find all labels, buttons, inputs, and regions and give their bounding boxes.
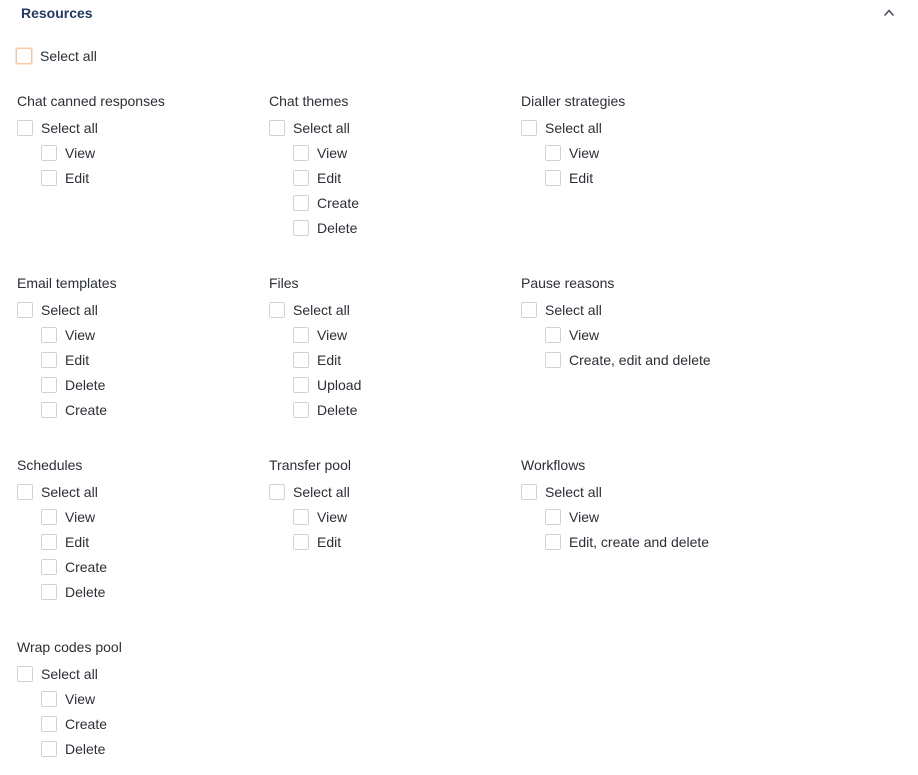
permission-label: Edit <box>569 169 594 186</box>
permission-label: Upload <box>317 376 362 393</box>
permission-label: View <box>65 690 96 707</box>
permission-row-view[interactable] <box>521 140 773 165</box>
permission-group-workflows <box>521 456 773 638</box>
permission-label: Edit <box>317 351 342 368</box>
permission-checkbox-edit[interactable] <box>293 352 309 368</box>
group-title: Schedules <box>17 457 83 473</box>
permission-label: View <box>317 144 348 161</box>
permission-checkbox-view[interactable] <box>293 145 309 161</box>
group-title: Chat canned responses <box>17 93 165 109</box>
group-title: Files <box>269 275 299 291</box>
select-all-checkbox[interactable] <box>521 484 537 500</box>
permission-group-dialler-strategies <box>521 92 773 274</box>
permission-checkbox-edit-create-and-delete[interactable] <box>545 534 561 550</box>
permission-label: View <box>65 144 96 161</box>
permission-checkbox-edit[interactable] <box>41 352 57 368</box>
select-all-checkbox[interactable] <box>269 484 285 500</box>
permission-checkbox-view[interactable] <box>545 509 561 525</box>
permission-row-edit[interactable] <box>269 529 521 554</box>
select-all-checkbox[interactable] <box>17 302 33 318</box>
select-all-resources-label: Select all <box>40 48 97 64</box>
select-all-checkbox[interactable] <box>521 120 537 136</box>
permission-group-email-templates <box>17 274 269 456</box>
permission-row-view[interactable] <box>521 504 773 529</box>
permission-checkbox-edit[interactable] <box>293 534 309 550</box>
select-all-row-dialler-strategies[interactable] <box>521 115 773 140</box>
select-all-row-wrap-codes-pool[interactable] <box>17 661 269 686</box>
permission-label: Delete <box>65 583 106 600</box>
permission-checkbox-view[interactable] <box>41 327 57 343</box>
permission-row-edit[interactable] <box>17 347 269 372</box>
permission-label: Edit <box>65 533 90 550</box>
permission-checkbox-delete[interactable] <box>41 584 57 600</box>
permission-checkbox-view[interactable] <box>293 327 309 343</box>
permission-row-create[interactable] <box>17 397 269 422</box>
permission-checkbox-create[interactable] <box>293 195 309 211</box>
permission-checkbox-view[interactable] <box>41 145 57 161</box>
permission-checkbox-view[interactable] <box>293 509 309 525</box>
permission-row-edit-create-and-delete[interactable] <box>521 529 773 554</box>
permission-group-schedules <box>17 456 269 638</box>
permission-row-delete[interactable] <box>17 736 269 761</box>
permission-row-view[interactable] <box>17 140 269 165</box>
select-all-label: Select all <box>545 483 602 500</box>
permission-group-pause-reasons <box>521 274 773 456</box>
permission-label: View <box>65 508 96 525</box>
section-title: Resources <box>21 5 93 21</box>
permission-group-chat-themes <box>269 92 521 274</box>
select-all-checkbox[interactable] <box>17 120 33 136</box>
permission-group-files <box>269 274 521 456</box>
permission-checkbox-delete[interactable] <box>293 220 309 236</box>
group-title: Transfer pool <box>269 457 351 473</box>
permission-label: Create <box>65 558 108 575</box>
select-all-checkbox[interactable] <box>521 302 537 318</box>
permission-row-edit[interactable] <box>17 529 269 554</box>
permission-row-view[interactable] <box>269 504 521 529</box>
permission-row-create[interactable] <box>17 711 269 736</box>
permission-row-edit[interactable] <box>521 165 773 190</box>
select-all-row-files[interactable] <box>269 297 521 322</box>
chevron-up-icon <box>878 2 900 22</box>
permission-row-create-edit-and-delete[interactable] <box>521 347 773 372</box>
select-all-checkbox[interactable] <box>17 484 33 500</box>
permission-checkbox-view[interactable] <box>41 509 57 525</box>
select-all-label: Select all <box>41 301 98 318</box>
permission-checkbox-create-edit-and-delete[interactable] <box>545 352 561 368</box>
permission-groups <box>17 92 773 775</box>
permission-row-edit[interactable] <box>269 347 521 372</box>
permission-checkbox-edit[interactable] <box>545 170 561 186</box>
group-title: Pause reasons <box>521 275 615 291</box>
permission-label: Create <box>65 715 108 732</box>
permission-label: Delete <box>317 401 358 418</box>
select-all-checkbox[interactable] <box>269 120 285 136</box>
select-all-label: Select all <box>41 665 98 682</box>
permission-label: View <box>317 326 348 343</box>
select-all-label: Select all <box>293 119 350 136</box>
permission-label: Delete <box>65 376 106 393</box>
permission-row-view[interactable] <box>269 322 521 347</box>
select-all-row-transfer-pool[interactable] <box>269 479 521 504</box>
permission-row-edit[interactable] <box>269 165 521 190</box>
permission-row-delete[interactable] <box>17 372 269 397</box>
permission-label: Edit <box>65 169 90 186</box>
permission-checkbox-view[interactable] <box>41 691 57 707</box>
permission-checkbox-edit[interactable] <box>41 534 57 550</box>
permission-group-transfer-pool <box>269 456 521 638</box>
permission-checkbox-view[interactable] <box>545 145 561 161</box>
permission-label: View <box>569 326 600 343</box>
select-all-label: Select all <box>545 119 602 136</box>
permission-row-view[interactable] <box>17 504 269 529</box>
select-all-row-chat-themes[interactable] <box>269 115 521 140</box>
permission-row-delete[interactable] <box>269 397 521 422</box>
permission-checkbox-view[interactable] <box>545 327 561 343</box>
permission-row-view[interactable] <box>17 686 269 711</box>
permission-checkbox-upload[interactable] <box>293 377 309 393</box>
collapse-button[interactable] <box>878 2 900 22</box>
select-all-checkbox[interactable] <box>269 302 285 318</box>
select-all-row-workflows[interactable] <box>521 479 773 504</box>
group-title: Email templates <box>17 275 117 291</box>
select-all-label: Select all <box>293 483 350 500</box>
select-all-label: Select all <box>293 301 350 318</box>
select-all-row-email-templates[interactable] <box>17 297 269 322</box>
permission-row-view[interactable] <box>521 322 773 347</box>
select-all-label: Select all <box>545 301 602 318</box>
group-title: Wrap codes pool <box>17 639 122 655</box>
permission-label: Create <box>317 194 360 211</box>
select-all-checkbox[interactable] <box>17 666 33 682</box>
permission-label: Edit, create and delete <box>569 533 710 550</box>
section-header <box>0 0 918 30</box>
permission-row-delete[interactable] <box>17 579 269 604</box>
permission-checkbox-delete[interactable] <box>41 377 57 393</box>
permission-row-view[interactable] <box>17 322 269 347</box>
permission-label: Create, edit and delete <box>569 351 711 368</box>
permission-row-delete[interactable] <box>269 215 521 240</box>
permission-label: Delete <box>317 219 358 236</box>
select-all-label: Select all <box>41 483 98 500</box>
permission-checkbox-edit[interactable] <box>293 170 309 186</box>
permission-label: Create <box>65 401 108 418</box>
permission-checkbox-create[interactable] <box>41 402 57 418</box>
permission-row-create[interactable] <box>269 190 521 215</box>
permission-checkbox-edit[interactable] <box>41 170 57 186</box>
group-title: Workflows <box>521 457 586 473</box>
permission-row-create[interactable] <box>17 554 269 579</box>
permission-label: Edit <box>317 169 342 186</box>
permission-checkbox-create[interactable] <box>41 716 57 732</box>
permission-label: View <box>569 144 600 161</box>
group-title: Chat themes <box>269 93 349 109</box>
permission-checkbox-delete[interactable] <box>41 741 57 757</box>
select-all-label: Select all <box>41 119 98 136</box>
permission-checkbox-create[interactable] <box>41 559 57 575</box>
permission-label: Edit <box>65 351 90 368</box>
select-all-row-chat-canned-responses[interactable] <box>17 115 269 140</box>
select-all-resources-row[interactable] <box>16 46 97 66</box>
permission-group-chat-canned-responses <box>17 92 269 274</box>
select-all-row-schedules[interactable] <box>17 479 269 504</box>
permission-row-upload[interactable] <box>269 372 521 397</box>
permission-row-view[interactable] <box>269 140 521 165</box>
permission-label: View <box>317 508 348 525</box>
permission-checkbox-delete[interactable] <box>293 402 309 418</box>
permission-label: View <box>569 508 600 525</box>
permission-label: Delete <box>65 740 106 757</box>
select-all-resources-checkbox[interactable] <box>16 48 32 64</box>
permission-label: View <box>65 326 96 343</box>
permission-group-wrap-codes-pool <box>17 638 269 775</box>
select-all-row-pause-reasons[interactable] <box>521 297 773 322</box>
permission-label: Edit <box>317 533 342 550</box>
permission-row-edit[interactable] <box>17 165 269 190</box>
group-title: Dialler strategies <box>521 93 626 109</box>
